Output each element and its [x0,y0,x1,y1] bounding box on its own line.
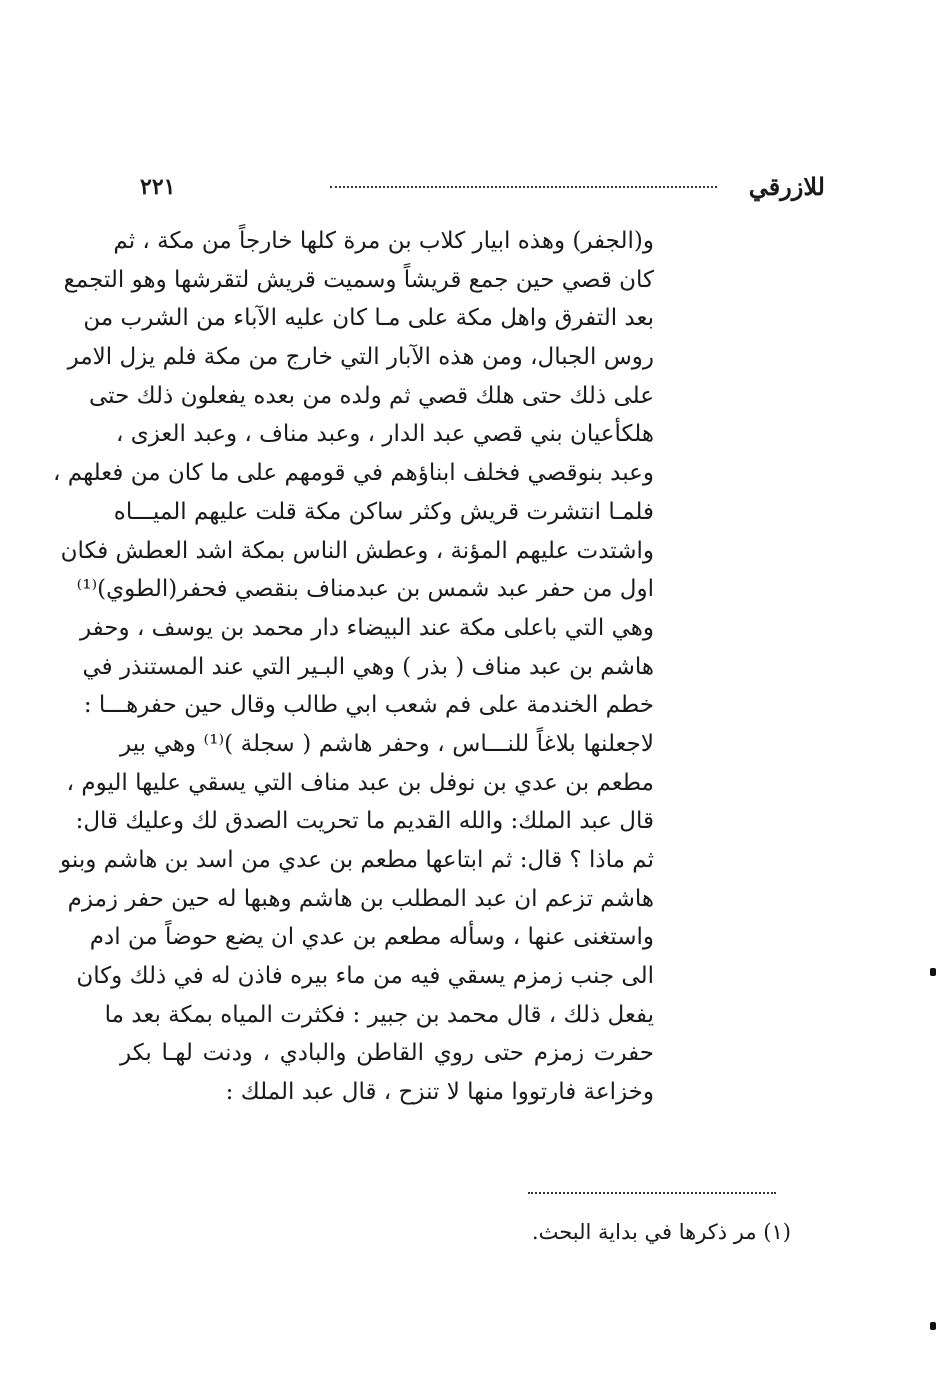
scan-mark [930,1322,936,1330]
text-line: وخزاعة فارتووا منها لا تنزح ، قال عبد الملك : [225,1079,654,1106]
text-line: واستغنى عنها ، وسأله مطعم بن عدي ان يضع حوضاً من ادم [89,924,654,951]
text-line: ثم ماذا ؟ قال: ثم ابتاعها مطعم بن عدي من اسد بن هاشم وبنو [60,847,654,873]
text-line: وهي التي باعلى مكة عند البيضاء دار محمد بن يوسف ، وحفر [79,614,654,641]
text-line: كان قصي حين جمع قريشاً وسميت قريش لتقرشها وهو التجمع [63,266,654,293]
text-line: اول من حفر عبد شمس بن عبدمناف بنقصي فحفر(الطوي)⁽¹⁾ [76,576,654,603]
text-line: هاشم تزعم ان عبد المطلب بن هاشم وهبها له حين حفر زمزم [67,885,654,912]
text-line: خطم الخندمة على فم شعب ابي طالب وقال حين حفرهـــا : [83,692,654,719]
text-line: روس الجبال، ومن هذه الآبار التي خارج من مكة فلم يزل الامر [67,344,654,371]
text-line: وعبد بنوقصي فخلف ابناؤهم في قومهم على ما كان من فعلهم ، [53,460,654,487]
page-header [130,172,825,212]
header-dotted-rule [330,186,717,188]
text-line: مطعم بن عدي بن نوفل بن عبد مناف التي يسقي عليها اليوم ، [66,769,654,796]
text-line: فلمـا انتشرت قريش وكثر ساكن مكة قلت عليهم الميـــاه [113,498,654,525]
text-line: قال عبد الملك: والله القديم ما تحريت الصدق لك وعليك قال: [75,808,654,835]
text-line: هاشم بن عبد مناف ( بذر ) وهي البـير التي عند المستنذر في [82,653,654,680]
footnote-rule [528,1192,776,1194]
text-line: واشتدت عليهم المؤنة ، وعطش الناس بمكة اشد العطش فكان [60,537,654,564]
text-line: الى جنب زمزم يسقي فيه من ماء بيره فاذن له في ذلك وكان [76,963,654,990]
text-line: حفرت زمزم حتى روي القاطن والبادي ، ودنت لهـا بكر [120,1040,654,1067]
page-number: ٢٢١ [140,174,176,200]
scan-mark [930,968,936,976]
text-line: هلكأعيان بني قصي عبد الدار ، وعبد مناف ، وعبد العزى ، [115,421,654,448]
text-line: يفعل ذلك ، قال محمد بن جبير : فكثرت المياه بمكة بعد ما [104,1001,654,1028]
text-line: على ذلك حتى هلك قصي ثم ولده من بعده يفعلون ذلك حتى [88,382,654,409]
body-text [53,222,654,1112]
footnote: (١) مر ذكرها في بداية البحث. [531,1220,791,1244]
running-title: للازرقي [748,172,825,201]
text-line: و(الجفر) وهذه ابيار كلاب بن مرة كلها خارجاً من مكة ، ثم [113,228,654,254]
text-line: بعد التفرق واهل مكة على مـا كان عليه الآباء من الشرب من [83,305,654,332]
text-line: لاجعلنها بلاغاً للنـــاس ، وحفر هاشم ( سجلة )⁽¹⁾ وهي بير [120,730,654,757]
